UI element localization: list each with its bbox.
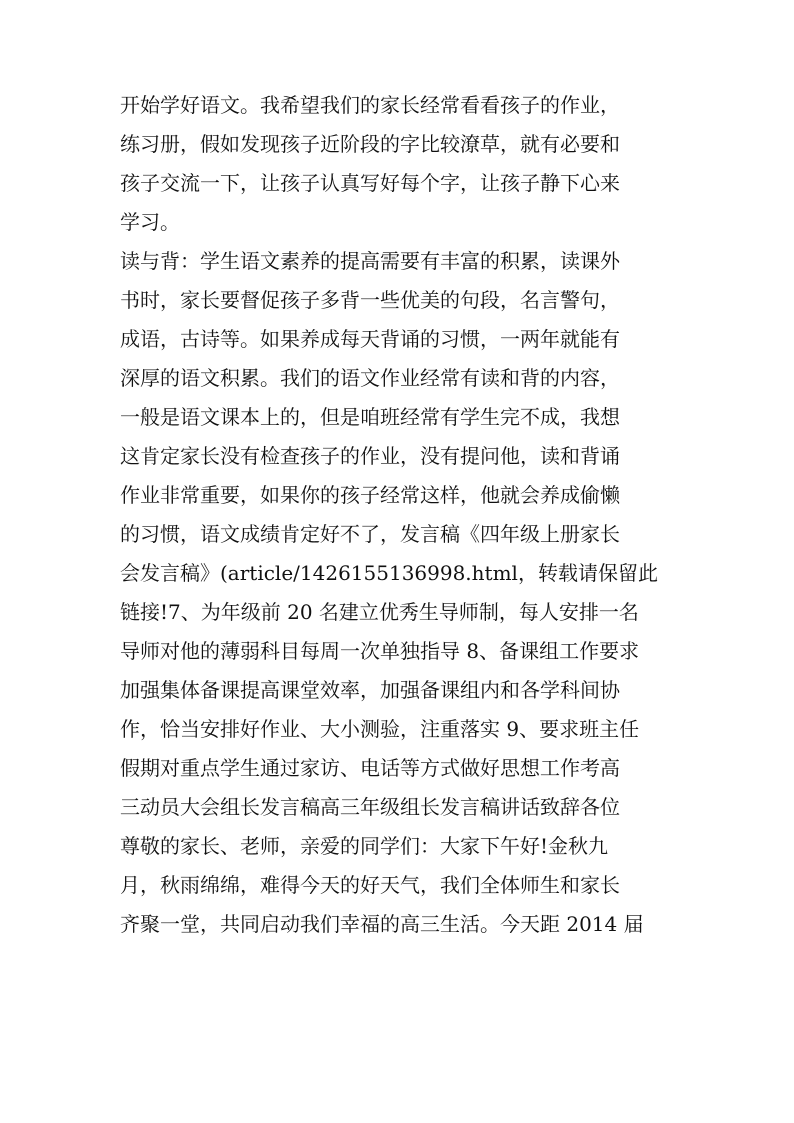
text-line: 开始学好语文。我希望我们的家长经常看看孩子的作业， — [120, 93, 620, 117]
text-line: 尊敬的家长、老师，亲爱的同学们：大家下午好!金秋九 — [120, 834, 609, 858]
text-line: 一般是语文课本上的，但是咱班经常有学生完不成，我想 — [120, 405, 620, 429]
text-line: 练习册，假如发现孩子近阶段的字比较潦草，就有必要和 — [120, 132, 620, 156]
text-line: 作业非常重要，如果你的孩子经常这样，他就会养成偷懒 — [120, 483, 620, 507]
text-line: 学习。 — [120, 210, 180, 234]
text-line: 的习惯，语文成绩肯定好不了，发言稿《四年级上册家长 — [120, 522, 620, 546]
text-line: 齐聚一堂，共同启动我们幸福的高三生活。今天距 2014 届 — [120, 912, 644, 936]
text-line: 成语，古诗等。如果养成每天背诵的习惯，一两年就能有 — [120, 327, 620, 351]
text-line: 读与背：学生语文素养的提高需要有丰富的积累，读课外 — [120, 249, 620, 273]
text-line: 链接!7、为年级前 20 名建立优秀生导师制，每人安排一名 — [120, 600, 639, 624]
text-line: 会发言稿》(article/1426155136998.html，转载请保留此 — [120, 561, 658, 585]
text-line: 加强集体备课提高课堂效率，加强备课组内和各学科间协 — [120, 678, 620, 702]
text-line: 书时，家长要督促孩子多背一些优美的句段，名言警句， — [120, 288, 620, 312]
text-line: 月，秋雨绵绵，难得今天的好天气，我们全体师生和家长 — [120, 873, 620, 897]
text-line: 作，恰当安排好作业、大小测验，注重落实 9、要求班主任 — [120, 717, 640, 741]
text-line: 假期对重点学生通过家访、电话等方式做好思想工作考高 — [120, 756, 620, 780]
text-line: 这肯定家长没有检查孩子的作业，没有提问他，读和背诵 — [120, 444, 620, 468]
text-line: 孩子交流一下，让孩子认真写好每个字，让孩子静下心来 — [120, 171, 620, 195]
text-line: 导师对他的薄弱科目每周一次单独指导 8、备课组工作要求 — [120, 639, 640, 663]
text-line: 三动员大会组长发言稿高三年级组长发言稿讲话致辞各位 — [120, 795, 620, 819]
text-line: 深厚的语文积累。我们的语文作业经常有读和背的内容， — [120, 366, 620, 390]
body-text — [120, 86, 676, 944]
